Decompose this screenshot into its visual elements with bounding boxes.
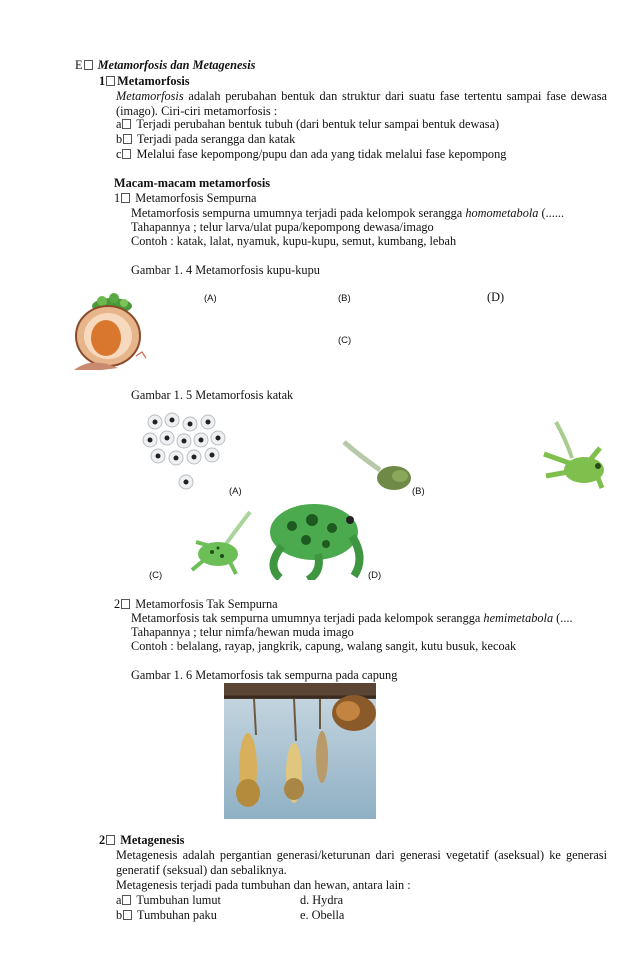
missing-glyph-icon [122,119,131,129]
figure-label-c: (C) [149,570,163,581]
figure-label-c: (C) [338,335,352,346]
sempurna-tahap: Tahapannya ; telur larva/ulat pupa/kepompong dewasa/imago [131,220,434,234]
figure-label-d: (D) [487,290,505,304]
figure-label-d: (D) [368,570,382,581]
list-item: d. Hydra [300,893,344,907]
metamorfosis-definition: Metamorfosis adalah perubahan bentuk dan struktur dari suatu fase tertentu sampai fase dewasa (imago). Ciri-ciri metamorfosis : [116,89,607,118]
missing-glyph-icon [123,134,132,144]
missing-glyph-icon [122,895,131,905]
metamorfosis-heading: 1 Metamorfosis [99,74,190,88]
list-item: c Melalui fase kepompong/pupu dan ada yang tidak melalui fase kepompong [116,147,507,161]
macam-heading: Macam-macam metamorfosis [114,176,271,190]
tak-sempurna-desc: Metamorfosis tak sempurna umumnya terjadi pada kelompok serangga hemimetabola (.... [131,611,573,625]
missing-glyph-icon [121,193,130,203]
missing-glyph-icon [106,76,115,86]
figure-label-b: (B) [338,293,351,304]
figure-label-a: (A) [204,293,217,304]
sempurna-heading: 1 Metamorfosis Sempurna [114,191,257,205]
section-e-heading: E Metamorfosis dan Metagenesis [75,58,256,72]
adult-frog-image [262,496,372,580]
missing-glyph-icon [84,60,93,70]
figure-caption: Gambar 1. 6 Metamorfosis tak sempurna pada capung [131,668,398,682]
missing-glyph-icon [121,599,130,609]
frog-eggs-image [140,410,235,496]
tak-sempurna-heading: 2 Metamorfosis Tak Sempurna [114,597,278,611]
figure-label-a: (A) [229,486,242,497]
metagenesis-desc: Metagenesis adalah pergantian generasi/keturunan dari generasi vegetatif (aseksual) ke generasi generatif (seksual) dan sebaliknya. [116,848,607,877]
metagenesis-intro: Metagenesis terjadi pada tumbuhan dan hewan, antara lain : [116,878,411,892]
tak-sempurna-contoh: Contoh : belalang, rayap, jangkrik, capung, walang sangit, kutu busuk, kecoak [131,639,517,653]
list-item: e. Obella [300,908,345,922]
young-frog-image [538,420,608,490]
list-item: b Tumbuhan paku [116,908,217,922]
figure-label-b: (B) [412,486,425,497]
dragonfly-photo-image [224,683,376,819]
figure-caption: Gambar 1. 4 Metamorfosis kupu-kupu [131,263,320,277]
missing-glyph-icon [122,149,131,159]
froglet-image [190,508,260,578]
tadpole-image [340,436,416,496]
tak-sempurna-tahap: Tahapannya ; telur nimfa/hewan muda imago [131,625,354,639]
list-item: a Tumbuhan lumut [116,893,221,907]
metagenesis-heading: 2 Metagenesis [99,833,185,847]
missing-glyph-icon [123,910,132,920]
figure-caption: Gambar 1. 5 Metamorfosis katak [131,388,294,402]
section-title: Metamorfosis dan Metagenesis [97,58,256,72]
sempurna-contoh: Contoh : katak, lalat, nyamuk, kupu-kupu, semut, kumbang, lebah [131,234,457,248]
sempurna-desc: Metamorfosis sempurna umumnya terjadi pada kelompok serangga homometabola (...... [131,206,565,220]
list-item: b Terjadi pada serangga dan katak [116,132,296,146]
missing-glyph-icon [106,835,115,845]
list-item: a Terjadi perubahan bentuk tubuh (dari bentuk telur sampai bentuk dewasa) [116,117,500,131]
butterfly-egg-image [72,286,152,370]
